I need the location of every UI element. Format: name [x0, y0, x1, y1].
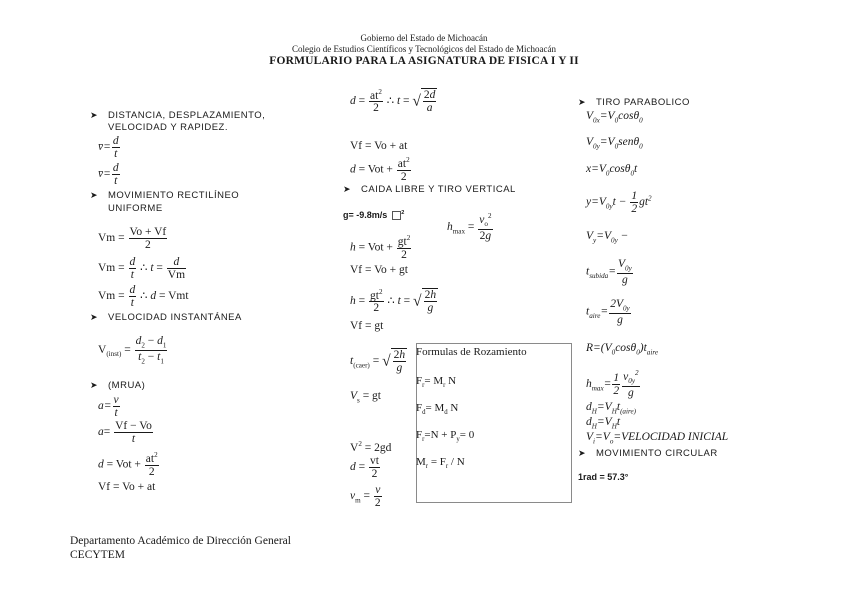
arrow-bullet-icon: ➤ — [578, 448, 587, 458]
rozamiento-title: Formulas de Rozamiento — [416, 346, 527, 358]
section-velocidad-instantanea: ➤ VELOCIDAD INSTANTÁNEA — [90, 312, 242, 323]
formula-vm-promedio: Vm = $\frac{Vo + Vf}{2}$ — [98, 226, 167, 252]
formula-distancia: d = Vot + $\frac{at^2}{2}$ — [350, 156, 410, 183]
formula-alcance: $R=(V_0\cos\theta_0)t_{aire}$ — [586, 342, 659, 357]
formula-vf-caida: Vf = gt — [350, 320, 384, 332]
formula-rapidez-media: v̄= $\frac{d}{t}$ — [98, 162, 119, 188]
formula-d-vt2: d = $\frac{vt}{2}$ — [350, 455, 379, 481]
section-caida-libre: ➤ CAIDA LIBRE Y TIRO VERTICAL — [343, 184, 516, 195]
rozamiento-box — [416, 343, 572, 503]
formula-d-vmt: Vm = $\frac{d}{t}$ ∴ d = Vmt — [98, 284, 189, 310]
footer-line-2: CECYTEM — [70, 549, 125, 561]
rozamiento-formula-4: $M_r = F_r / N$ — [416, 456, 465, 471]
formula-vf: Vf = Vo + at — [350, 140, 408, 152]
formula-tiempo-desde-aceleracion: d = $\frac{at^2}{2}$ ∴ t = √ $\frac{2d}{a}$ — [350, 87, 436, 115]
header-line-2: Colegio de Estudios Científicos y Tecnológicos del Estado de Michoacán — [292, 44, 556, 54]
formula-v0y: $V_{0y}=V_0sen\theta_0$ — [586, 136, 643, 151]
formula-x: $x=V_0\cos\theta_0t$ — [586, 163, 638, 178]
formula-velocidad-media-2: $v_m$ = $\frac{v}{2}$ — [350, 484, 381, 510]
formula-hmax-parabolico: $h_{max}=$ $\frac{1}{2}$ $\frac{v_{0y}^2}{g}$ — [586, 369, 639, 399]
footer-line-1: Departamento Académico de Dirección General — [70, 535, 291, 547]
placeholder-box-icon — [392, 211, 401, 220]
gravity-constant: g= -9.8m/s $^2$ — [343, 210, 405, 220]
section-distancia-line2: VELOCIDAD Y RAPIDEZ. — [108, 122, 228, 133]
formula-vm-distancia: Vm = $\frac{d}{t}$ ∴ t = $\frac{d}{Vm}$ — [98, 256, 186, 282]
formula-vy: $V_y=V_{0y}$ − — [586, 230, 629, 245]
formula-dh-aire: $d_H=V_Ht_{(aire)}$ — [586, 401, 637, 416]
section-mrua: ➤ (MRUA) — [90, 380, 146, 391]
formula-y: $y=V_{0y}t$ − $\frac{1}{2}$ $gt^2$ — [586, 190, 652, 216]
formula-tiempo-caida: h = $\frac{gt^2}{2}$ ∴ t = √ $\frac{2h}{g}$ — [350, 287, 437, 315]
formula-vs: $V_s$ = gt — [350, 390, 381, 405]
formula-altura-maxima: $h_{max}$ = $\frac{v_o^2}{2g}$ — [447, 212, 492, 242]
rozamiento-formula-1: $F_r= M_r$ N — [416, 375, 457, 390]
header-line-1: Gobierno del Estado de Michoacán — [360, 33, 488, 43]
formula-vf-mrua: Vf = Vo + at — [98, 481, 156, 493]
formula-distancia-mrua: d = Vot + $\frac{at^2}{2}$ — [98, 451, 158, 478]
formula-velocidad-inicial: $V_i=V_o=VELOCIDAD$ INICIAL — [586, 431, 729, 446]
arrow-bullet-icon: ➤ — [90, 110, 99, 120]
arrow-bullet-icon: ➤ — [90, 380, 99, 390]
rozamiento-formula-2: $F_d= M_d$ N — [416, 402, 459, 417]
formula-velocidad-media: v̄= $\frac{d}{t}$ — [98, 135, 119, 161]
section-movimiento-circular: ➤ MOVIMIENTO CIRCULAR — [578, 448, 718, 459]
formula-dh: $d_H=V_Ht$ — [586, 416, 621, 431]
arrow-bullet-icon: ➤ — [343, 184, 352, 194]
arrow-bullet-icon: ➤ — [90, 190, 99, 200]
radian-conversion: 1rad = 57.3° — [578, 472, 629, 482]
formula-v0x: $V_{0x}=V_0\cos\theta_0$ — [586, 110, 643, 125]
formula-vf-tiro-vertical: Vf = Vo + gt — [350, 264, 408, 276]
arrow-bullet-icon: ➤ — [578, 97, 587, 107]
section-mru-line2: UNIFORME — [108, 203, 163, 214]
formula-aceleracion: a= $\frac{v}{t}$ — [98, 394, 119, 420]
section-mru: ➤ MOVIMIENTO RECTILÍNEO — [90, 190, 240, 201]
formula-velocidad-instantanea: $V_{(inst)}$ = $\frac{d_2 - d_1}{t_2 - t_1}$ — [98, 335, 167, 366]
formula-h-tiro-vertical: h = Vot + $\frac{gt^2}{2}$ — [350, 234, 411, 261]
page-title: FORMULARIO PARA LA ASIGNATURA DE FISICA I Y II — [269, 55, 579, 67]
formula-tiempo-caer: $t_{(caer)}$ = √ $\frac{2h}{g}$ — [350, 349, 406, 375]
section-distancia: ➤ DISTANCIA, DESPLAZAMIENTO, — [90, 110, 266, 121]
formula-t-subida: $t_{subida}=$ $\frac{V_{0y}}{g}$ — [586, 258, 632, 286]
arrow-bullet-icon: ➤ — [90, 312, 99, 322]
formula-aceleracion-vf-vo: a= $\frac{Vf - Vo}{t}$ — [98, 420, 152, 446]
formula-t-aire: $t_{aire}=$ $\frac{2V_{0y}}{g}$ — [586, 298, 630, 326]
formula-v2-2gd: $V^2 = 2gd$ — [350, 440, 392, 454]
section-tiro-parabolico: ➤ TIRO PARABOLICO — [578, 97, 690, 108]
rozamiento-formula-3: $F_r=N + P_y= 0$ — [416, 429, 475, 444]
